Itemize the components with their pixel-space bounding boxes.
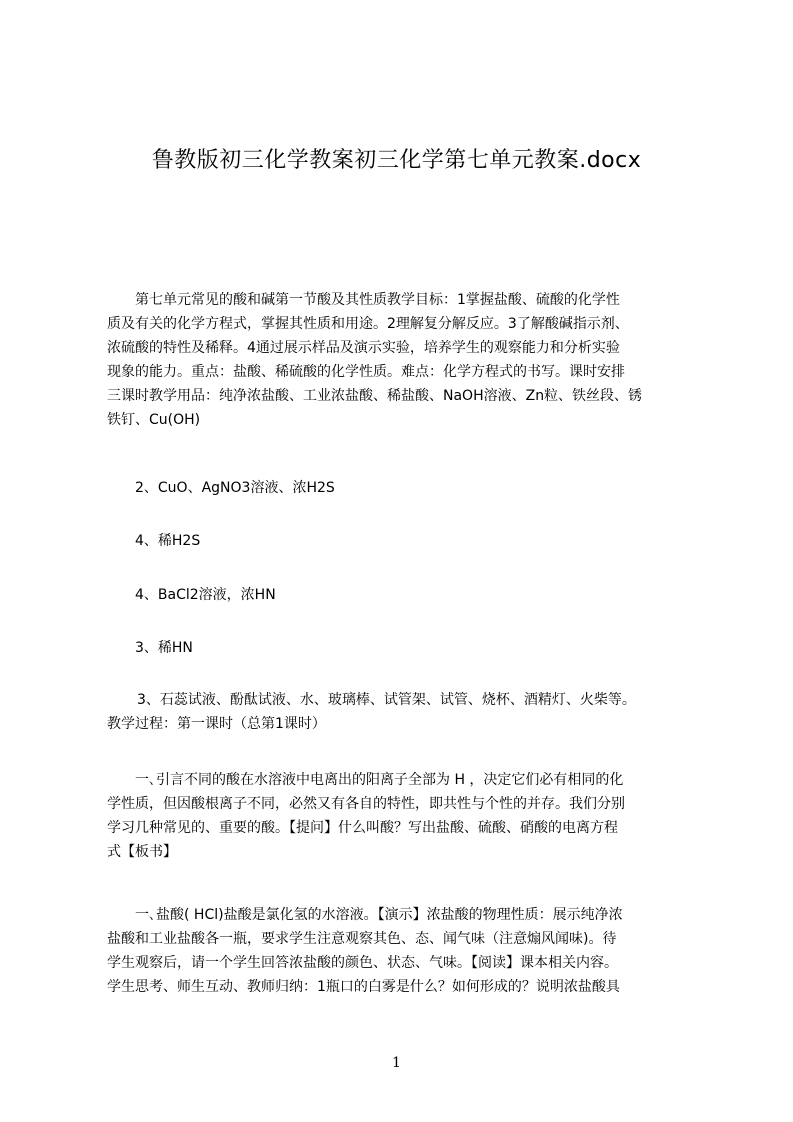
text-line: 学性质，但因酸根离子不同，必然又有各自的特性，即共性与个性的并存。我们分别 xyxy=(107,796,625,812)
text-line: 学生思考、师生互动、教师归纳：1瓶口的白雾是什么？如何形成的？说明浓盐酸具 xyxy=(107,979,620,995)
text-line: 现象的能力。重点：盐酸、稀硫酸的化学性质。难点：化学方程式的书写。课时安排 xyxy=(107,364,625,380)
text-line: 铁钉、Cu(OH) xyxy=(107,412,201,428)
text-line: 3、石蕊试液、酚酞试液、水、玻璃棒、试管架、试管、烧杯、酒精灯、火柴等。 xyxy=(137,692,636,708)
text-line: 盐酸和工业盐酸各一瓶，要求学生注意观察其色、态、闻气味（注意煽风闻味)。待 xyxy=(107,931,617,947)
text-line: 三课时教学用品：纯净浓盐酸、工业浓盐酸、稀盐酸、NaOH溶液、Zn粒、铁丝段、锈 xyxy=(107,388,643,404)
list-item: 3、稀HN xyxy=(135,640,193,656)
list-item: 2、CuO、AgNO3溶液、浓H2S xyxy=(135,480,335,496)
text-line: 一､引言不同的酸在水溶液中电离出的阳离子全部为 H ，决定它们必有相同的化 xyxy=(135,772,624,788)
text-line: 学习几种常见的、重要的酸。【提问】什么叫酸？写出盐酸、硫酸、硝酸的电离方程 xyxy=(107,820,618,836)
section-one-paragraph xyxy=(107,768,697,864)
list-item: 4、BaCl2溶液，浓HN xyxy=(135,587,276,603)
text-line: 学生观察后，请一个学生回答浓盐酸的颜色、状态、气味。【阅读】课本相关内容。 xyxy=(107,955,618,971)
text-line: 式【板书】 xyxy=(107,844,177,860)
text-line: 一､盐酸( HCl)盐酸是氯化氢的水溶液。【演示】浓盐酸的物理性质：展示纯净浓 xyxy=(135,907,623,923)
text-line: 浓硫酸的特性及稀释。4通过展示样品及演示实验，培养学生的观察能力和分析实验 xyxy=(107,340,620,356)
materials-paragraph xyxy=(107,688,697,736)
text-line: 质及有关的化学方程式，掌握其性质和用途。2理解复分解反应。3了解酸碱指示剂、 xyxy=(107,316,629,332)
intro-paragraph xyxy=(107,288,697,432)
text-line: 教学过程：第一课时（总第1课时） xyxy=(107,716,326,732)
document-title: 鲁教版初三化学教案初三化学第七单元教案.docx xyxy=(151,148,642,173)
list-item: 4、稀H2S xyxy=(135,533,201,549)
text-line: 第七单元常见的酸和碱第一节酸及其性质教学目标：1掌握盐酸、硫酸的化学性 xyxy=(135,292,620,308)
page-number: 1 xyxy=(392,1055,401,1071)
section-two-paragraph xyxy=(107,903,697,999)
